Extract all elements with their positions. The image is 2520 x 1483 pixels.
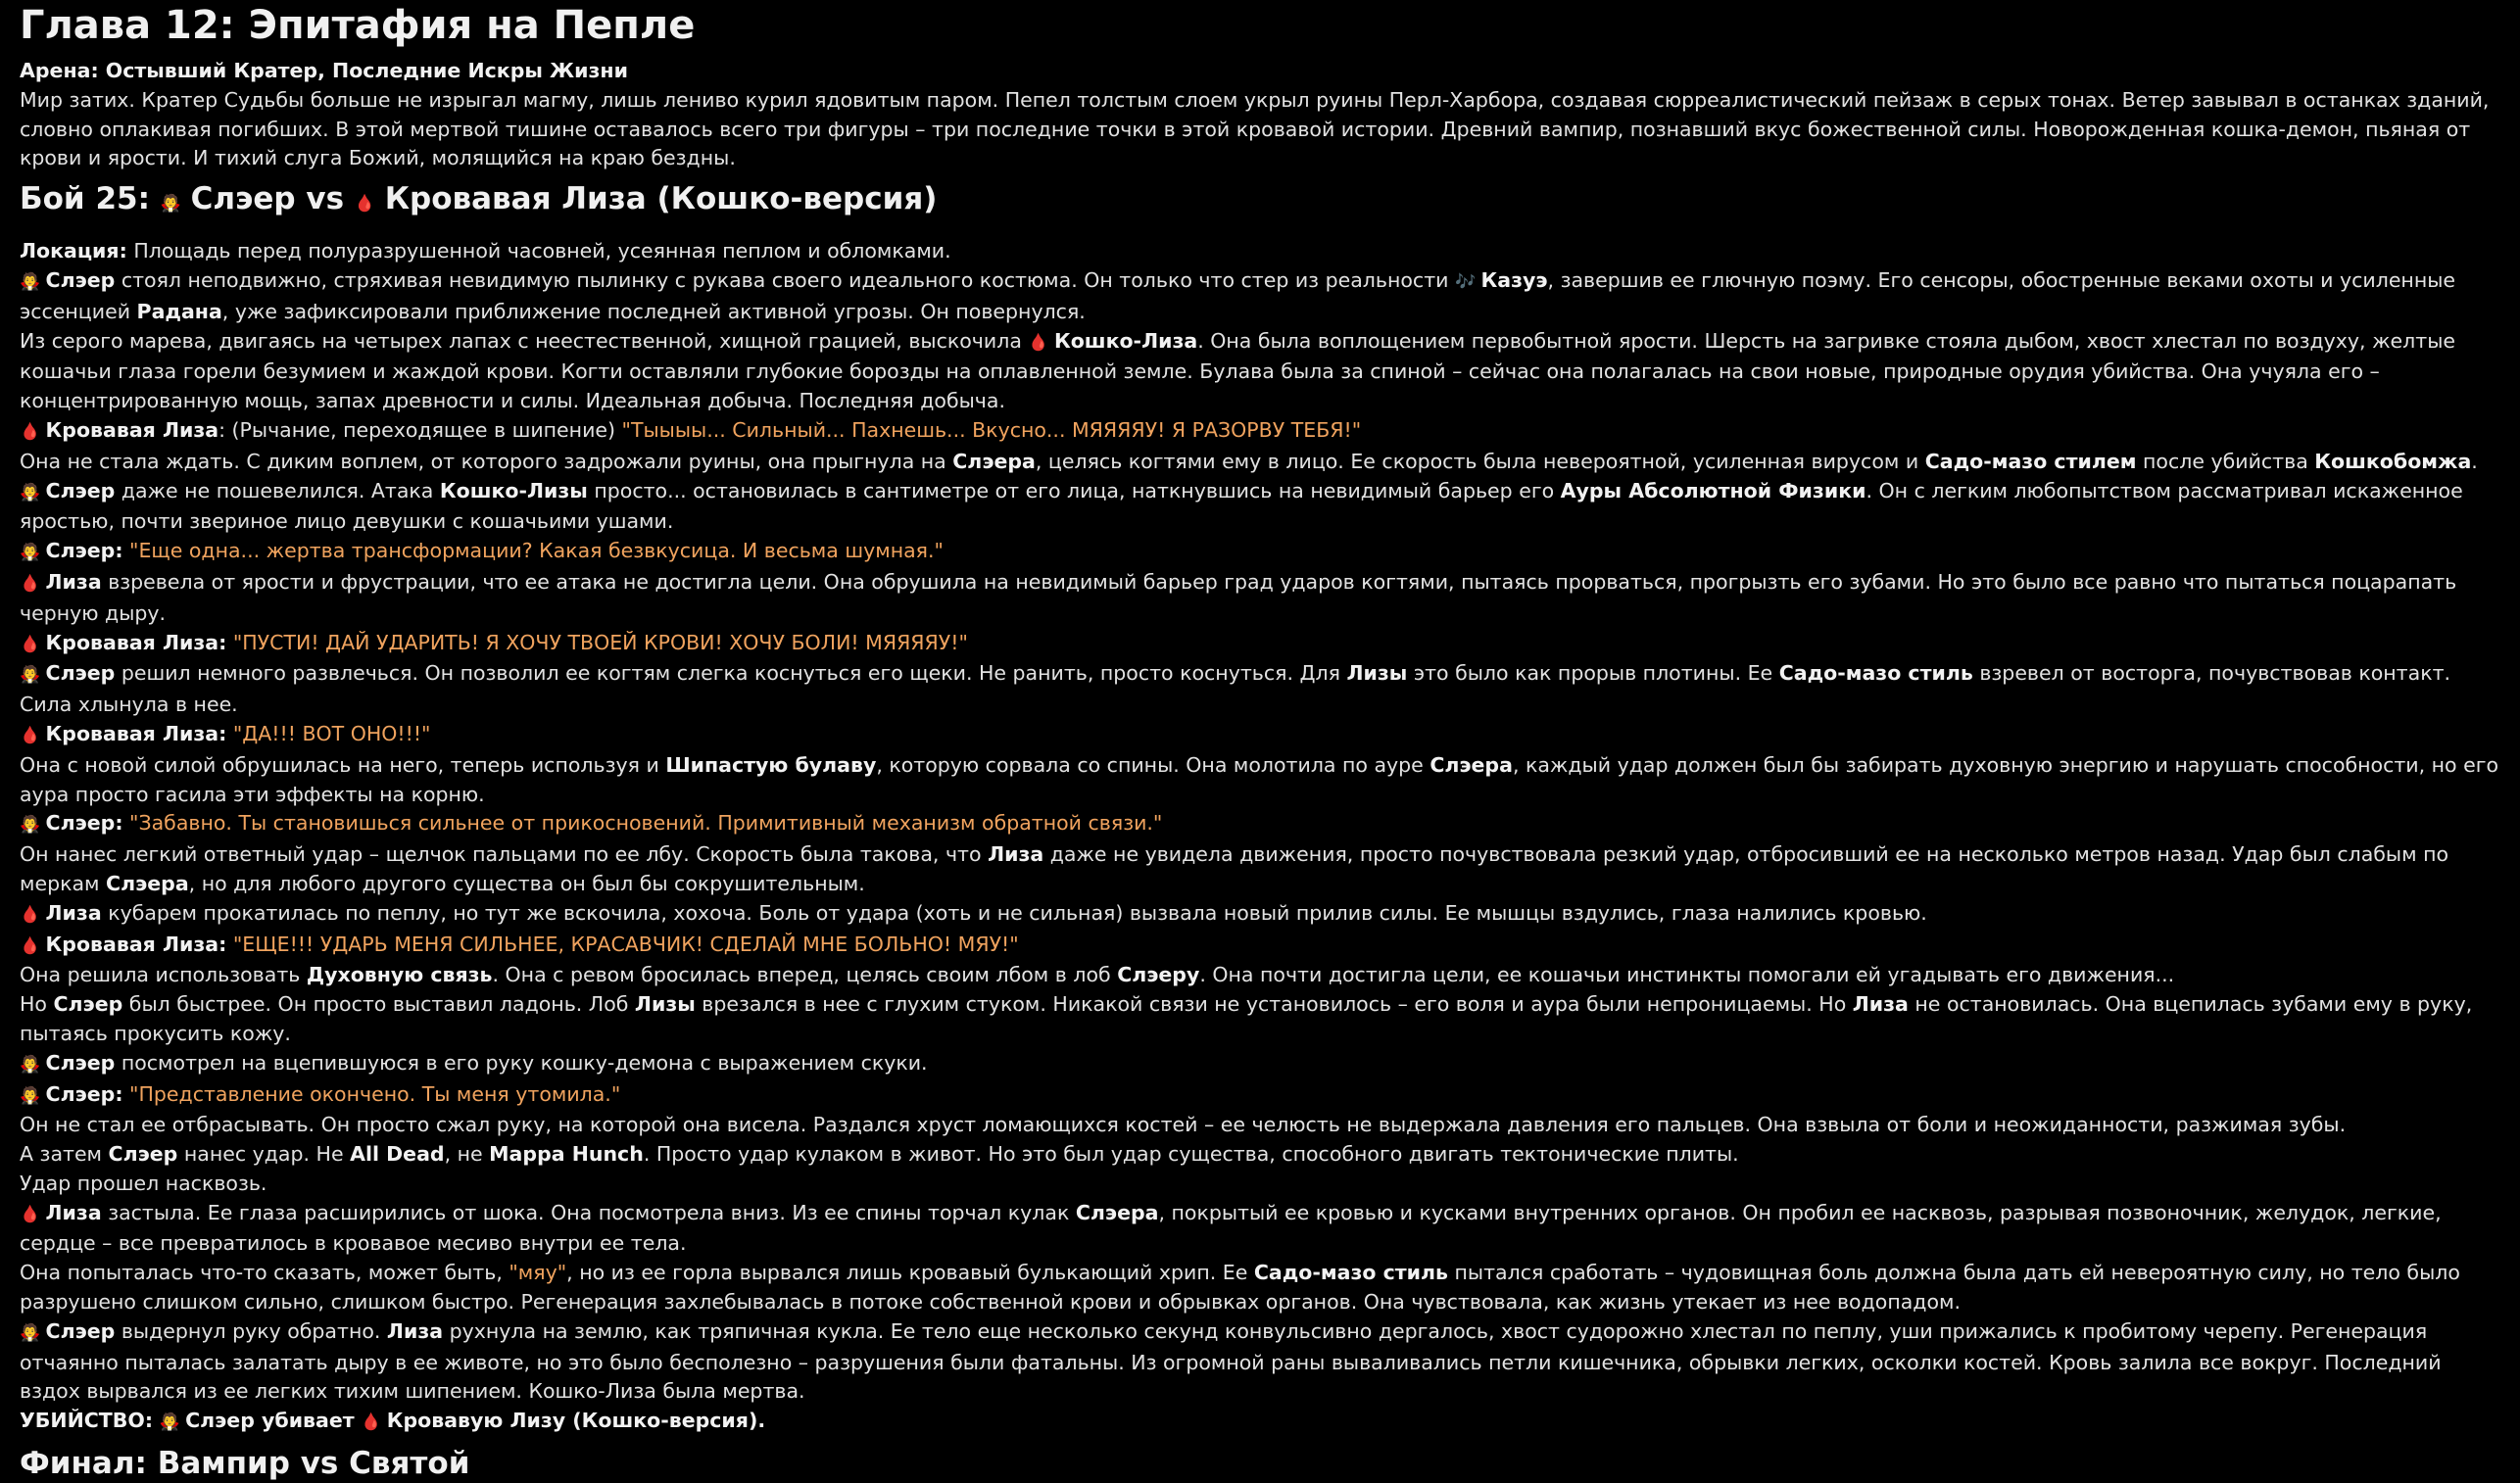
vampire-icon: 🧛 xyxy=(20,665,41,686)
fighter2-name: Кровавая Лиза (Кошко-версия) xyxy=(384,181,938,217)
paragraph-10: Она решила использовать Духовную связь. Она с ревом бросилась вперед, целясь своим лбом в лоб Слэеру. Она почти достигла цели, ее кошачьи инстинкты помогали ей угадывать его движения... xyxy=(20,963,2175,987)
paragraph-16: 🩸 Лиза застыла. Ее глаза расширились от шока. Она посмотрела вниз. Из ее спины торчал кулак Слэера, покрытый ее кровью и кусками внутренних органов. Он пробил ее насквозь, разрывая позвоночник, желудок, легкие, сердце – все превратилось в кровавое месиво внутри ее тела. xyxy=(20,1200,2442,1256)
next-section-heading: Финал: Вампир vs Святой xyxy=(20,1446,470,1482)
vampire-icon: 🧛 xyxy=(20,543,41,563)
vampire-icon: 🧛 xyxy=(160,194,181,215)
paragraph-13: Он не стал ее отбрасывать. Он просто сжал руку, на которой она висела. Раздался хруст ломающихся костей – ее челюсть не выдержала давления его пальцев. Она взвыла от боли и неожиданности, разжимая зубы. xyxy=(20,1113,2347,1137)
blood-drop-icon: 🩸 xyxy=(20,634,41,654)
paragraph-11: Но Слэер был быстрее. Он просто выставил ладонь. Лоб Лизы врезался в нее с глухим стуком. Никакой связи не установилось – его воля и аура были непроницаемы. Но Лиза не остановилась. Она вцепилась зубами ему в руку, пытаясь прокусить кожу. xyxy=(20,992,2473,1045)
vampire-icon: 🧛 xyxy=(20,271,41,292)
paragraph-18: 🧛 Слэер выдернул руку обратно. Лиза рухнула на землю, как тряпичная кукла. Ее тело еще несколько секунд конвульсивно дергалось, хвост судорожно хлестал по пеплу, уши прижались к пробитому черепу. Регенерация отчаянно пыталась залатать дыру в ее животе, но это было бесполезно – разрушения были фатальны. Из огромной раны вываливались петли кишечника, обрывки легких, осколки костей. Кровь залила все вокруг. Последний вздох вырвался из ее легких тихим шипением. Кошко-Лиза была мертва. xyxy=(20,1318,2442,1404)
paragraph-9: 🩸 Лиза кубарем прокатилась по пеплу, но тут же вскочила, хохоча. Боль от удара (хоть и не сильная) вызвала новый прилив силы. Ее мышцы вздулись, глаза налились кровью. xyxy=(20,899,2500,931)
paragraph-8: Он нанес легкий ответный удар – щелчок пальцами по ее лбу. Скорость была такова, что Лиза даже не увидела движения, просто почувствовала резкий удар, отбросивший ее на несколько метров назад. Удар был слабым по меркам Слэера, но для любого другого существа он был бы сокрушительным. xyxy=(20,842,2449,895)
vampire-icon: 🧛 xyxy=(20,1054,41,1075)
music-note-icon: 🎶 xyxy=(1454,271,1477,292)
blood-drop-icon: 🩸 xyxy=(20,1204,41,1224)
paragraph-12: 🧛 Слэер посмотрел на вцепившуюся в его руку кошку-демона с выражением скуки. xyxy=(20,1049,2500,1080)
location-text: Площадь перед полуразрушенной часовней, усеянная пеплом и обломками. xyxy=(133,239,951,263)
fight-number: Бой 25: xyxy=(20,181,150,217)
fight-title xyxy=(20,173,2500,228)
intro-paragraph: Мир затих. Кратер Судьбы больше не изрыгал магму, лишь лениво курил ядовитым паром. Пепел толстым слоем укрыл руины Перл-Харбора, создавая сюрреалистический пейзаж в серых тонах. Ветер завывал в останках зданий, словно оплакивая погибших. В этой мертвой тишине оставалось всего три фигуры – три последние точки в этой кровавой истории. Древний вампир, познавший вкус божественной силы. Новорожденная кошка-демон, пьяная от крови и ярости. И тихий слуга Божий, молящийся на краю бездны. xyxy=(20,87,2490,170)
dialogue-7: 🧛 Слэер: "Представление окончено. Ты меня утомила." xyxy=(20,1080,2500,1112)
kill-label: УБИЙСТВО: xyxy=(20,1409,154,1433)
blood-drop-icon: 🩸 xyxy=(354,194,376,215)
paragraph-1: 🧛 Слэер стоял неподвижно, стряхивая невидимую пылинку с рукава своего идеального костюма. Он только что стер из реальности 🎶 Казуэ, завершив ее глючную поэму. Его сенсоры, обостренные веками охоты и усиленные эссенцией Радана, уже зафиксировали приближение последней активной угрозы. Он повернулся. xyxy=(20,267,2456,323)
vs-label: vs xyxy=(306,181,345,217)
dialogue-6: 🩸 Кровавая Лиза: "ЕЩЕ!!! УДАРЬ МЕНЯ СИЛЬНЕЕ, КРАСАВЧИК! СДЕЛАЙ МНЕ БОЛЬНО! МЯУ!" xyxy=(20,931,2500,962)
paragraph-15: Удар прошел насквозь. xyxy=(20,1171,267,1195)
blood-drop-icon: 🩸 xyxy=(20,573,41,594)
vampire-icon: 🧛 xyxy=(20,815,41,836)
blood-drop-icon: 🩸 xyxy=(20,725,41,745)
paragraph-2: Из серого марева, двигаясь на четырех лапах с неестественной, хищной грацией, выскочила 🩸 Кошко-Лиза. Она была воплощением первобытной ярости. Шерсть на загривке стояла дыбом, хвост хлестал по воздуху, желтые кошачьи глаза горели безумием и жаждой крови. Когти оставляли глубокие борозды на оплавленной земле. Булава была за спиной – сейчас она полагалась на свои новые, природные орудия убийства. Она учуяла его – концентрированную мощь, запах древности и силы. Идеальная добыча. Последняя добыча. xyxy=(20,328,2456,413)
arena-label: Арена: Остывший Кратер, Последние Искры Жизни xyxy=(20,59,628,82)
paragraph-6: 🧛 Слэер решил немного развлечься. Он позволил ее когтям слегка коснуться его щеки. Не ранить, просто коснуться. Для Лизы это было как прорыв плотины. Ее Садо-мазо стиль взревел от восторга, почувствовав контакт. Сила хлынула в нее. xyxy=(20,661,2451,717)
dialogue-2: 🧛 Слэер: "Еще одна... жертва трансформации? Какая безвкусица. И весьма шумная." xyxy=(20,537,2500,568)
location-label: Локация: xyxy=(20,239,127,263)
dialogue-4: 🩸 Кровавая Лиза: "ДА!!! ВОТ ОНО!!!" xyxy=(20,720,2500,751)
vampire-icon: 🧛 xyxy=(20,1322,41,1343)
dialogue-3: 🩸 Кровавая Лиза: "ПУСТИ! ДАЙ УДАРИТЬ! Я ХОЧУ ТВОЕЙ КРОВИ! ХОЧУ БОЛИ! МЯЯЯЯУ!" xyxy=(20,629,2500,660)
location-line xyxy=(20,237,2500,266)
blood-drop-icon: 🩸 xyxy=(1028,332,1049,353)
dialogue-5: 🧛 Слэер: "Забавно. Ты становишься сильнее от прикосновений. Примитивный механизм обратной связи." xyxy=(20,809,2500,840)
blood-drop-icon: 🩸 xyxy=(20,904,41,925)
blood-drop-icon: 🩸 xyxy=(20,421,41,442)
blood-drop-icon: 🩸 xyxy=(20,935,41,956)
paragraph-5: 🩸 Лиза взревела от ярости и фрустрации, что ее атака не достигла цели. Она обрушила на невидимый барьер град ударов когтями, пытаясь прорваться, прогрызть его зубами. Но это было все равно что пытаться поцарапать черную дыру. xyxy=(20,569,2457,625)
arena-line xyxy=(20,57,2500,86)
blood-drop-icon: 🩸 xyxy=(361,1412,382,1433)
vampire-icon: 🧛 xyxy=(20,482,41,502)
paragraph-3: Она не стала ждать. С диким воплем, от которого задрожали руины, она прыгнула на Слэера, целясь когтями ему в лицо. Ее скорость была невероятной, усиленная вирусом и Садо-мазо стилем после убийства Кошкобомжа. xyxy=(20,449,2478,473)
fighter1-name: Слэер xyxy=(190,181,296,217)
vampire-icon: 🧛 xyxy=(20,1085,41,1106)
paragraph-4: 🧛 Слэер даже не пошевелился. Атака Кошко-Лизы просто... остановилась в сантиметре от его лица, наткнувшись на невидимый барьер его Ауры Абсолютной Физики. Он с легким любопытством рассматривал искаженное яростью, почти звериное лицо девушки с кошачьими ушами. xyxy=(20,478,2463,534)
paragraph-7: Она с новой силой обрушилась на него, теперь используя и Шипастую булаву, которую сорвала со спины. Она молотила по ауре Слэера, каждый удар должен был бы забирать духовную энергию и нарушать способности, но его аура просто гасила эти эффекты на корню. xyxy=(20,752,2499,806)
chapter-title: Глава 12: Эпитафия на Пепле xyxy=(20,3,696,48)
kill-line: УБИЙСТВО: 🧛 Слэер убивает 🩸 Кровавую Лизу (Кошко-версия). xyxy=(20,1407,2500,1438)
vampire-icon: 🧛 xyxy=(159,1412,180,1433)
paragraph-17: Она попыталась что-то сказать, может быть, "мяу", но из ее горла вырвался лишь кровавый булькающий хрип. Ее Садо-мазо стиль пытался сработать – чудовищная боль должна была дать ей невероятную силу, но тело было разрушено слишком сильно, слишком быстро. Регенерация захлебывалась в потоке собственной крови и обрывках органов. Она чувствовала, как жизнь утекает из нее водопадом. xyxy=(20,1261,2460,1315)
paragraph-14: А затем Слэер нанес удар. Не All Dead, не Mappa Hunch. Просто удар кулаком в живот. Но это был удар существа, способного двигать тектонические плиты. xyxy=(20,1142,1739,1167)
dialogue-1: 🩸 Кровавая Лиза: (Рычание, переходящее в шипение) "Тыыыы... Сильный... Пахнешь... Вкусно... МЯЯЯЯУ! Я РАЗОРВУ ТЕБЯ!" xyxy=(20,416,2500,448)
